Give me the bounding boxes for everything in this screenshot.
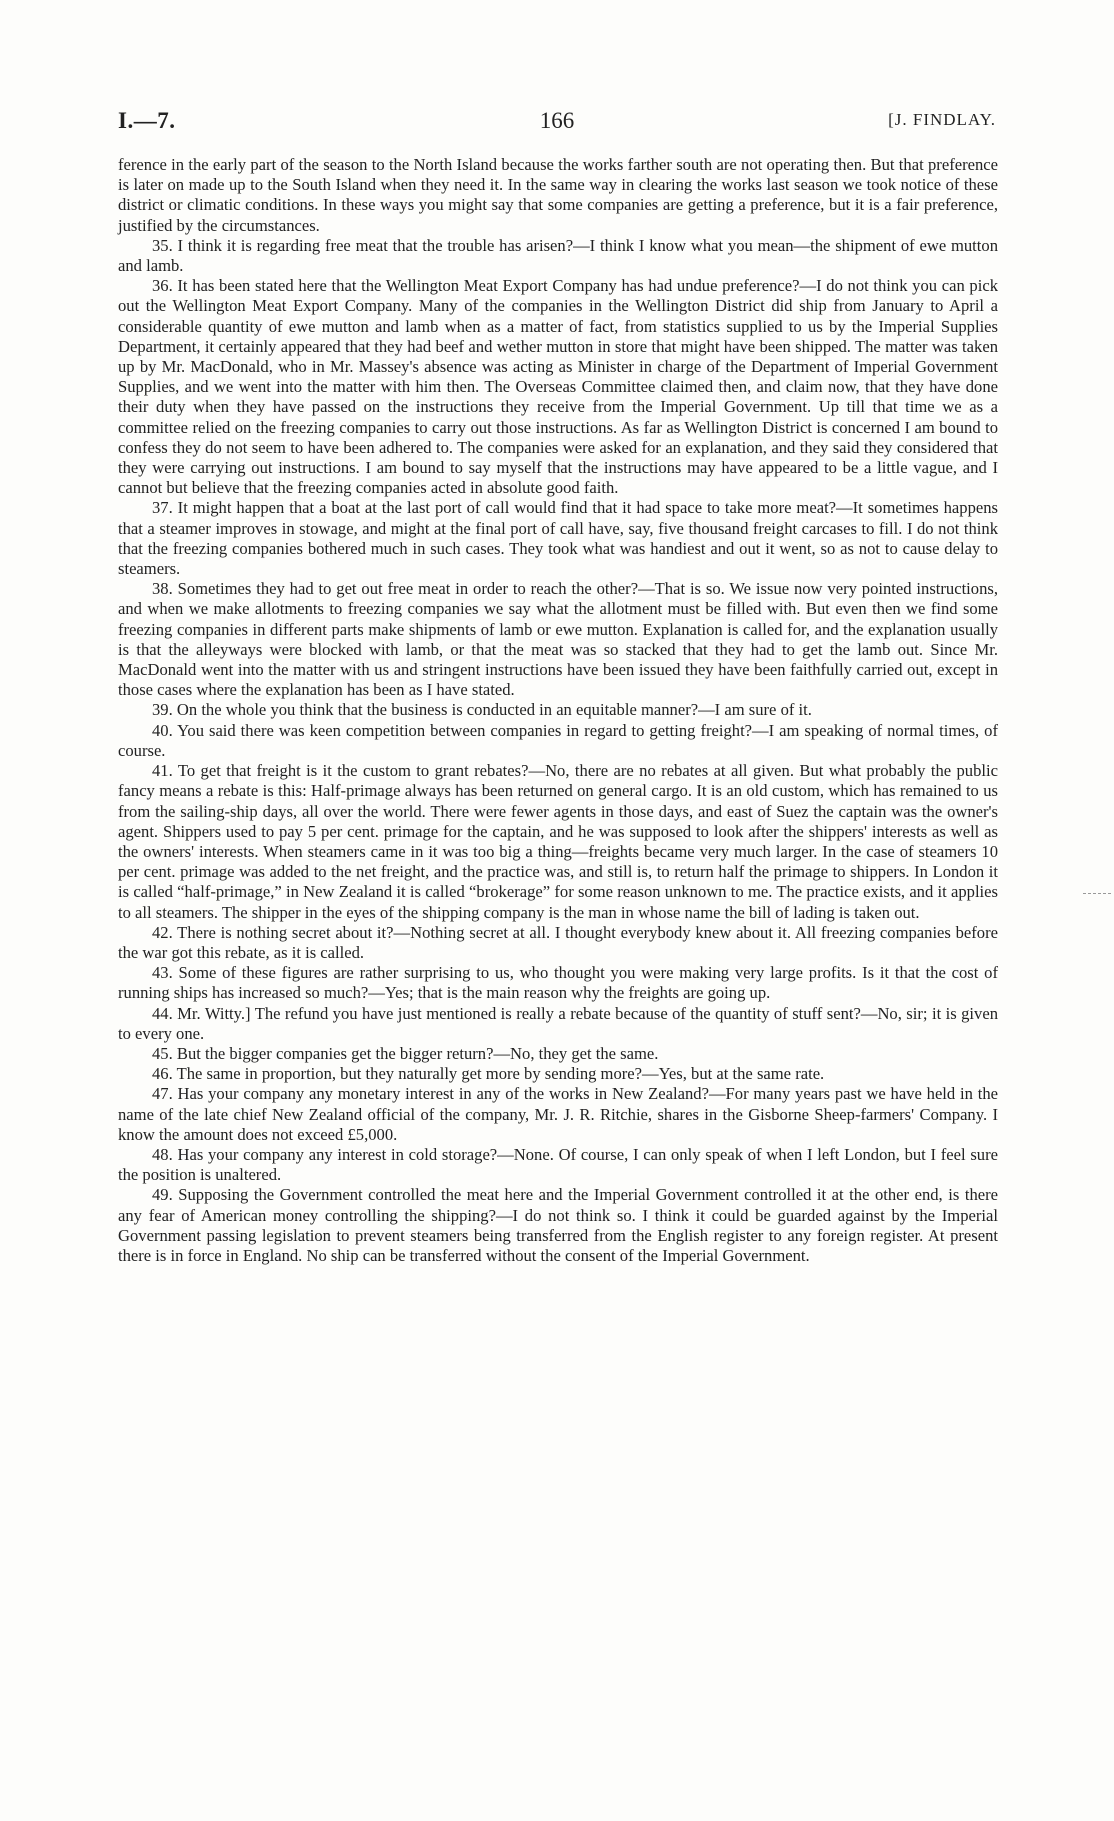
paragraph-40: 40. You said there was keen competition between companies in regard to getting freight?—I am speaking of normal times, of course. (118, 720, 998, 760)
paragraph-49: 49. Supposing the Government controlled the meat here and the Imperial Government controlled it at the other end, is there any fear of American money controlling the shipping?—I do not think so. I think it could be guarded against by the Imperial Government passing legislation to prevent steamers being transferred from the English register to any foreign register. At present there is in force in England. No ship can be transferred without the consent of the Imperial Government. (118, 1185, 998, 1265)
paragraph-47: 47. Has your company any monetary interest in any of the works in New Zealand?—For many years past we have held in the name of the late chief New Zealand official of the company, Mr. J. R. Ritchie, shares in the Gisborne Sheep-farmers' Company. I know the amount does not exceed £5,000. (118, 1084, 998, 1144)
paragraph-42: 42. There is nothing secret about it?—Nothing secret at all. I thought everybody knew about it. All freezing companies before the war got this rebate, as it is called. (118, 922, 998, 962)
paragraph-45: 45. But the bigger companies get the bigger return?—No, they get the same. (152, 1043, 659, 1063)
paragraph-44: 44. Mr. Witty.] The refund you have just mentioned is really a rebate because of the quantity of stuff sent?—No, sir; it is given to every one. (118, 1003, 998, 1043)
paragraph-continuation: ference in the early part of the season to the North Island because the works farther south are not operating then. But that preference is later on made up to the South Island when they need it. In the same way in clearing the works last season we took notice of these district or climatic conditions. In these ways you might say that some companies are getting a preference, but it is a fair preference, justified by the circumstances. (118, 155, 998, 235)
body-text (118, 155, 998, 1266)
page-number: 166 (539, 108, 575, 133)
paragraph-37: 37. It might happen that a boat at the last port of call would find that it had space to take more meat?—It sometimes happens that a steamer improves in stowage, and might at the final port of call have, say, five thousand freight carcases to fill. I do not think that the freezing companies bothered much in such cases. They took what was handiest and out it went, so as not to cause delay to steamers. (118, 498, 998, 579)
paragraph-38: 38. Sometimes they had to get out free meat in order to reach the other?—That is so. We issue now very pointed instructions, and when we make allotments to freezing companies we say what the allotment must be filled with. But even then we find some freezing companies in different parts make shipments of lamb or ewe mutton. Explanation is called for, and the explanation usually is that the alleyways were blocked with lamb, or that the meat was so stacked that they had to get the lamb out. Since Mr. MacDonald went into the matter with us and stringent instructions have been issued they have been faithfully carried out, except in those cases where the explanation has been as I have stated. (118, 579, 998, 700)
document-reference: I.—7. (118, 108, 176, 133)
page-header (118, 108, 996, 142)
paragraph-39: 39. On the whole you think that the business is conducted in an equitable manner?—I am sure of it. (152, 700, 812, 720)
paragraph-35: 35. I think it is regarding free meat that the trouble has arisen?—I think I know what you mean—the shipment of ewe mutton and lamb. (118, 235, 998, 276)
margin-mark (1083, 893, 1111, 894)
paragraph-36: 36. It has been stated here that the Wellington Meat Export Company has had undue preference?—I do not think you can pick out the Wellington Meat Export Company. Many of the companies in the Wellington District did ship from January to April a considerable quantity of ewe mutton and lamb when as a matter of fact, from statistics supplied to us by the Imperial Supplies Department, it certainly appeared that they had beef and wether mutton in store that might have been shipped. The matter was taken up by Mr. MacDonald, who in Mr. Massey's absence was acting as Minister in charge of the Department of Imperial Government Supplies, and we went into the matter with him then. The Overseas Committee claimed then, and claim now, that they have done their duty when they have passed on the instructions they receive from the Imperial Government. Up till that time we as a committee relied on the freezing companies to carry out those instructions. As far as Wellington District is concerned I am bound to confess they do not seem to have been adhered to. The companies were asked for an explanation, and they said they considered that they were carrying out instructions. I am bound to say myself that the instructions may have appeared to be a little vague, and I cannot but believe that the freezing companies acted in absolute good faith. (118, 276, 998, 498)
witness-name: [J. FINDLAY. (888, 110, 996, 129)
paragraph-41: 41. To get that freight is it the custom to grant rebates?—No, there are no rebates at all given. But what probably the public fancy means a rebate is this: Half-primage always has been returned on general cargo. It is an old custom, which has remained to us from the sailing-ship days, all over the world. There were fewer agents in those days, and east of Suez the captain was the owner's agent. Shippers used to pay 5 per cent. primage for the captain, and he was supposed to look after the shippers' interests as well as the owners' interests. When steamers came in it was too big a thing—freights became very much larger. In the case of steamers 10 per cent. primage was added to the net freight, and the practice was, and still is, to return half the primage to shippers. In London it is called “half-primage,” in New Zealand it is called “brokerage” for some reason unknown to me. The practice exists, and it applies to all steamers. The shipper in the eyes of the shipping company is the man in whose name the bill of lading is taken out. (118, 761, 998, 922)
paragraph-48: 48. Has your company any interest in cold storage?—None. Of course, I can only speak of when I left London, but I feel sure the position is unaltered. (118, 1144, 998, 1185)
paragraph-43: 43. Some of these figures are rather surprising to us, who thought you were making very large profits. Is it that the cost of running ships has increased so much?—Yes; that is the main reason why the freights are going up. (118, 963, 998, 1003)
paragraph-46: 46. The same in proportion, but they naturally get more by sending more?—Yes, but at the same rate. (152, 1064, 825, 1084)
